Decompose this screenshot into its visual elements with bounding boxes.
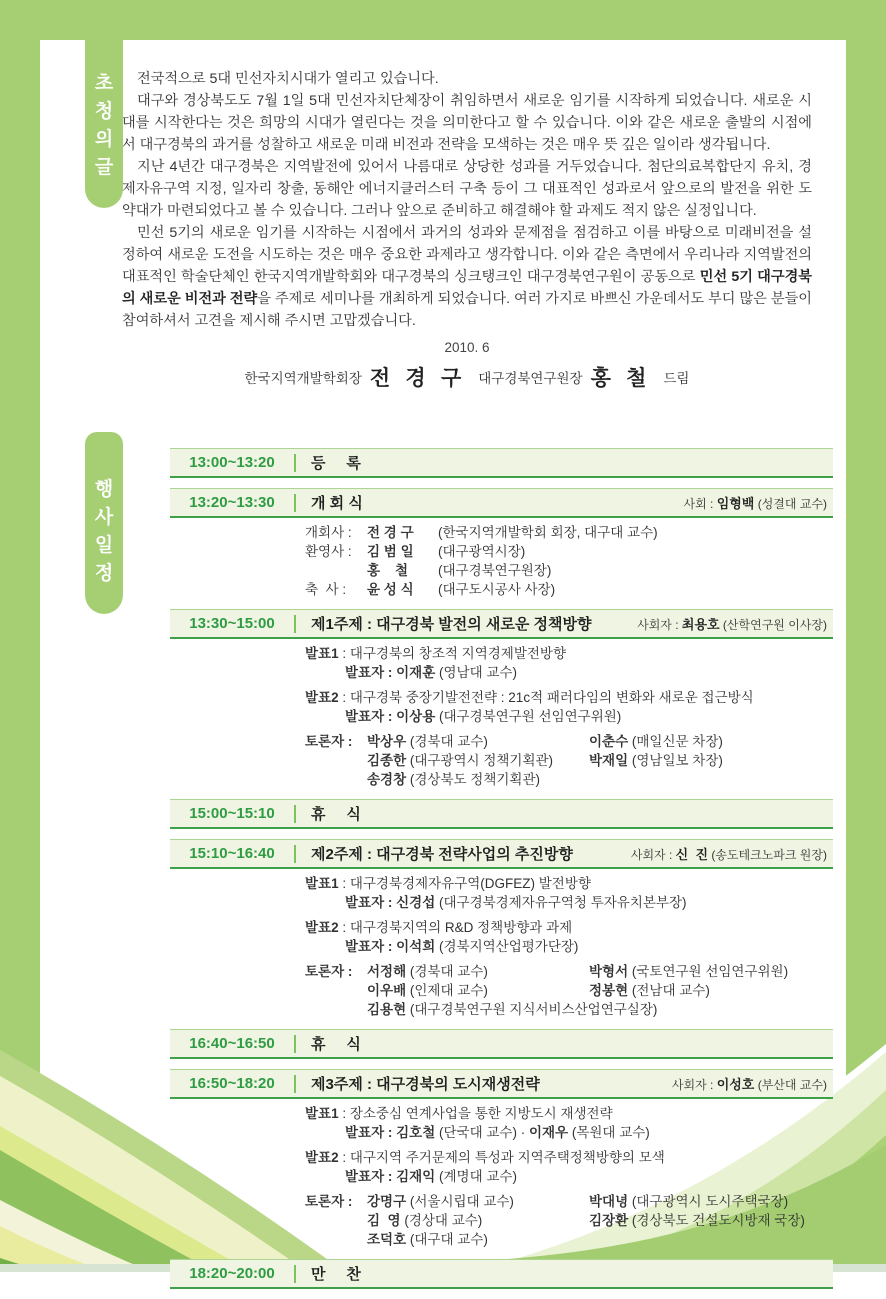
- discussant-affiliation: (경상북도 건설도시방재 국장): [628, 1213, 805, 1228]
- talk-label: 발표1: [305, 646, 339, 661]
- letter-segment: 지난 4년간 대구경북은 지역발전에 있어서 나름대로 상당한 성과를 거두었습니다. 첨단의료복합단지 유치, 경제자유구역 지정, 일자리 창출, 동해안 에너지클러스터 구축 등이 그 대표적인 성과로서 앞으로의 발전을 위한 도약대가 마련되었다고 볼 수 있습니다. 그러나 앞으로 준비하고 해결해야 할 과제도 적지 않은 실정입니다.: [122, 159, 812, 219]
- letter-segment: 전국적으로 5대 민선자치시대가 열리고 있습니다.: [137, 71, 439, 87]
- presenter-name: 발표자 : 신경섭: [345, 895, 436, 910]
- talk-topic: : 대구경북 중장기발전전략 : 21c적 패러다임의 변화와 새로운 접근방식: [338, 690, 754, 705]
- talk-topic-line: [305, 644, 833, 663]
- presenter-affiliation: (계명대 교수): [435, 1169, 517, 1184]
- discussant-affiliation: (인제대 교수): [406, 983, 488, 998]
- official-name: 윤 성 식: [367, 582, 414, 597]
- tab-char: 의: [94, 129, 114, 150]
- official-affiliation: (한국지역개발학회 회장, 대구대 교수): [438, 525, 658, 540]
- discussant: [367, 751, 589, 770]
- session-chair: [637, 614, 833, 633]
- session-title: 등 록: [311, 455, 361, 472]
- discussant-affiliation: (대구대 교수): [406, 1232, 488, 1247]
- discussant-name: 이우배: [367, 983, 407, 998]
- official-line: [305, 580, 833, 599]
- discussant-name: 송경창: [367, 772, 407, 787]
- session-title: 제1주제 : 대구경북 발전의 새로운 정책방향: [311, 616, 592, 633]
- talk-presenter-line: [345, 937, 833, 956]
- official-name: 홍 철: [367, 563, 409, 578]
- letter-paragraph: [122, 156, 812, 222]
- signature-org-1: 한국지역개발학회장: [244, 371, 362, 386]
- discussant-name: 정봉현: [589, 983, 629, 998]
- presenter-name: 발표자 : 이상용: [345, 709, 436, 724]
- talk-topic-line: [305, 688, 833, 707]
- signature-name-2: 홍 철: [590, 366, 652, 390]
- discussant: [367, 1230, 488, 1249]
- presenter-affiliation: (대구경북연구원 선임연구위원): [435, 709, 622, 724]
- discussant-name: 이춘수: [589, 734, 629, 749]
- chair-name: 신 진: [675, 847, 708, 862]
- discussant-affiliation: (경북대 교수): [406, 734, 488, 749]
- talk-item: [305, 644, 833, 682]
- talk-presenter-line: [345, 1123, 833, 1142]
- letter-segment: 민선 5기의 새로운 임기를 시작하는 시점에서 과거의 성과와 문제점을 점검하고 이를 바탕으로 미래비전을 설정하여 새로운 도전을 시도하는 것은 매우 중요한 과제라고 생각합니다. 이와 같은 측면에서 우리나라 지역발전의 대표적인 학술단체인 한국지역개발학회와 대구경북의 싱크탱크인 대구경북연구원이 공동으로: [122, 225, 812, 285]
- session-details: [305, 1104, 833, 1249]
- time-divider: [294, 1075, 296, 1093]
- invitation-letter: [122, 68, 812, 332]
- letter-segment: 을 주제로 세미나를 개최하게 되었습니다. 여러 가지로 바쁘신 가운데서도 부디 많은 분들이 참여하셔서 고견을 제시해 주시면 고맙겠습니다.: [122, 291, 812, 329]
- tab-char: 사: [94, 507, 114, 528]
- discussant-line: [305, 770, 833, 789]
- talk-presenter-line: [345, 893, 833, 912]
- session-title: 개 회 식: [311, 495, 363, 512]
- talk-item: [305, 688, 833, 726]
- chair-affiliation: (송도테크노파크 원장): [708, 848, 827, 862]
- talk-topic-line: [305, 1104, 833, 1123]
- session-chair: [684, 493, 834, 512]
- schedule-row-header: [170, 839, 833, 869]
- signature-line: [122, 362, 812, 392]
- schedule-row-header: [170, 1069, 833, 1099]
- talk-label: 발표2: [305, 1150, 339, 1165]
- tab-char: 글: [94, 157, 114, 178]
- discussant-affiliation: (경상북도 정책기획관): [406, 772, 540, 787]
- official-name: 김 범 일: [367, 544, 414, 559]
- session-title: 제3주제 : 대구경북의 도시재생전략: [311, 1076, 540, 1093]
- presenter-affiliation: (경북지역산업평가단장): [435, 939, 579, 954]
- discussant-line: [305, 962, 833, 981]
- letter-segment: 대구와 경상북도도 7월 1일 5대 민선자치단체장이 취임하면서 새로운 임기를 시작하게 되었습니다. 새로운 시대를 시작한다는 것은 희망의 시대가 열린다는 것을 의미한다고 할 수 있습니다. 이와 같은 새로운 출발의 시점에서 대구경북의 과거를 성찰하고 새로운 미래 비전과 전략을 모색하는 것은 매우 뜻 깊은 일이라 생각됩니다.: [122, 93, 812, 153]
- presenter-name: 이재우: [528, 1125, 569, 1140]
- schedule-time: 18:20~20:00: [189, 1265, 275, 1282]
- talk-topic: : 대구경북의 창조적 지역경제발전방향: [338, 646, 567, 661]
- discussant-affiliation: (대구광역시 정책기획관): [406, 753, 554, 768]
- time-divider: [294, 454, 296, 472]
- discussant-role: [305, 1000, 367, 1019]
- discussant-name: 서정해: [367, 964, 407, 979]
- talk-item: [305, 918, 833, 956]
- discussant: [367, 770, 540, 789]
- discussant-affiliation: (경상대 교수): [400, 1213, 483, 1228]
- talk-label: 발표1: [305, 1106, 339, 1121]
- presenter-name: 발표자 : 김재익: [345, 1169, 436, 1184]
- discussant: [589, 1192, 788, 1211]
- talk-label: 발표1: [305, 876, 339, 891]
- talk-presenter-line: [345, 663, 833, 682]
- discussant: [589, 981, 710, 1000]
- schedule-time: 16:50~18:20: [189, 1075, 275, 1092]
- signature-suffix: 드림: [663, 371, 690, 386]
- tab-char: 초: [94, 73, 114, 94]
- signature-org-2: 대구경북연구원장: [478, 371, 583, 386]
- discussant-name: 박재일: [589, 753, 629, 768]
- schedule-row-block: [170, 839, 833, 1019]
- chair-label: 사회 :: [683, 497, 717, 511]
- schedule-row-block: [170, 1069, 833, 1249]
- talk-topic-line: [305, 918, 833, 937]
- presenter-separator: ·: [516, 1125, 529, 1140]
- discussant-role: [305, 751, 367, 770]
- schedule-row-block: [170, 1259, 833, 1289]
- chair-name: 임형백: [716, 496, 755, 511]
- discussant-name: 박대녕: [589, 1194, 629, 1209]
- discussant-affiliation: (매일신문 차장): [628, 734, 723, 749]
- discussant: [367, 732, 589, 751]
- discussant-line: [305, 981, 833, 1000]
- session-chair: [631, 844, 833, 863]
- session-details: [305, 644, 833, 789]
- schedule-row-header: [170, 448, 833, 478]
- discussant-role: [305, 770, 367, 789]
- presenter-name: 발표자 : 이재훈: [345, 665, 436, 680]
- time-divider: [294, 805, 296, 823]
- official-name: 전 경 구: [367, 525, 414, 540]
- discussant: [589, 751, 723, 770]
- schedule-row-header: [170, 799, 833, 829]
- discussant-affiliation: (대구광역시 도시주택국장): [628, 1194, 789, 1209]
- schedule-row-block: [170, 488, 833, 599]
- discussant: [367, 981, 589, 1000]
- presenter-affiliation: (영남대 교수): [435, 665, 517, 680]
- discussant-affiliation: (영남일보 차장): [628, 753, 723, 768]
- official-affiliation: (대구광역시장): [438, 544, 526, 559]
- letter-paragraph: [122, 68, 812, 90]
- talk-presenter-line: [345, 1167, 833, 1186]
- schedule-row-block: [170, 799, 833, 829]
- schedule-time: 13:30~15:00: [189, 615, 275, 632]
- chair-name: 이성호: [716, 1077, 755, 1092]
- tab-char: 행: [94, 479, 114, 500]
- session-title: 휴 식: [311, 1036, 361, 1053]
- talk-topic-line: [305, 1148, 833, 1167]
- discussant-line: [305, 1000, 833, 1019]
- presenter-affiliation: (목원대 교수): [568, 1125, 650, 1140]
- schedule-row-block: [170, 448, 833, 478]
- official-affiliation: (대구경북연구원장): [438, 563, 552, 578]
- session-title: 제2주제 : 대구경북 전략사업의 추진방향: [311, 846, 573, 863]
- letter-segment: 민선 5기 대구경북의 새로운 비전과 전략: [122, 269, 812, 307]
- discussant-name: 박형서: [589, 964, 629, 979]
- presenter-name: 발표자 : 이석희: [345, 939, 436, 954]
- time-divider: [294, 845, 296, 863]
- official-role: 개회사 :: [305, 525, 356, 540]
- official-role: 환영사 :: [305, 544, 356, 559]
- discussant-role: [305, 1211, 367, 1230]
- discussant-line: [305, 1230, 833, 1249]
- talk-item: [305, 1148, 833, 1186]
- discussant-name: 박상우: [367, 734, 407, 749]
- discussant-affiliation: (경북대 교수): [406, 964, 488, 979]
- discussant-name: 김 영: [367, 1213, 401, 1228]
- talk-topic: : 대구지역 주거문제의 특성과 지역주택정책방향의 모색: [338, 1150, 665, 1165]
- sidebar-tab-invitation: [85, 0, 123, 208]
- time-divider: [294, 1265, 296, 1283]
- talk-topic: : 장소중심 연계사업을 통한 지방도시 재생전략: [338, 1106, 613, 1121]
- talk-label: 발표2: [305, 920, 339, 935]
- discussant-role: 토론자 :: [305, 734, 357, 749]
- letter-paragraph: [122, 90, 812, 156]
- discussant-name: 김용현: [367, 1002, 407, 1017]
- discussant-affiliation: (국토연구원 선임연구위원): [628, 964, 789, 979]
- presenter-affiliation: (대구경북경제자유구역청 투자유치본부장): [435, 895, 687, 910]
- chair-affiliation: (성결대 교수): [754, 497, 827, 511]
- discussant-role: 토론자 :: [305, 964, 357, 979]
- schedule-time: 15:10~16:40: [189, 845, 275, 862]
- official-line: [305, 542, 833, 561]
- chair-label: 사회자 :: [637, 618, 682, 632]
- tab-char: 청: [94, 101, 114, 122]
- discussant-affiliation: (대구경북연구원 지식서비스산업연구실장): [406, 1002, 658, 1017]
- discussant-line: [305, 1211, 833, 1230]
- schedule-row-block: [170, 1029, 833, 1059]
- schedule-table: [170, 448, 833, 1299]
- schedule-time: 16:40~16:50: [189, 1035, 275, 1052]
- schedule-time: 15:00~15:10: [189, 805, 275, 822]
- chair-label: 사회자 :: [671, 1078, 717, 1092]
- official-role: [305, 561, 367, 580]
- chair-name: 최용호: [681, 617, 720, 632]
- talk-topic-line: [305, 874, 833, 893]
- letter-date: 2010. 6: [444, 340, 490, 355]
- tab-char: 정: [94, 563, 114, 584]
- session-title: 만 찬: [311, 1266, 361, 1283]
- official-line: [305, 561, 833, 580]
- discussant: [589, 732, 723, 751]
- schedule-time: 13:00~13:20: [189, 454, 275, 471]
- chair-label: 사회자 :: [630, 848, 676, 862]
- schedule-row-block: [170, 609, 833, 789]
- session-title: 휴 식: [311, 806, 361, 823]
- discussant-line: [305, 1192, 833, 1211]
- schedule-row-header: [170, 488, 833, 518]
- presenter-name: 발표자 : 김호철: [345, 1125, 436, 1140]
- talk-item: [305, 874, 833, 912]
- time-divider: [294, 494, 296, 512]
- discussant-name: 김종한: [367, 753, 407, 768]
- official-line: [305, 523, 833, 542]
- schedule-row-header: [170, 609, 833, 639]
- discussant-role: [305, 981, 367, 1000]
- discussant: [367, 962, 589, 981]
- talk-presenter-line: [345, 707, 833, 726]
- discussant: [589, 962, 788, 981]
- time-divider: [294, 615, 296, 633]
- discussant-role: 토론자 :: [305, 1194, 357, 1209]
- discussant: [367, 1211, 589, 1230]
- discussant-name: 조덕호: [367, 1232, 407, 1247]
- chair-affiliation: (산학연구원 이사장): [719, 618, 827, 632]
- frame-top-band: [0, 0, 886, 40]
- discussant-name: 강명구: [367, 1194, 407, 1209]
- discussant: [367, 1192, 589, 1211]
- tab-char: 일: [94, 535, 114, 556]
- talk-label: 발표2: [305, 690, 339, 705]
- discussant: [589, 1211, 805, 1230]
- opening-ceremony-details: [305, 523, 833, 599]
- letter-paragraph: [122, 222, 812, 332]
- discussant-affiliation: (서울시립대 교수): [406, 1194, 514, 1209]
- schedule-row-header: [170, 1259, 833, 1289]
- session-details: [305, 874, 833, 1019]
- discussant-line: [305, 751, 833, 770]
- talk-item: [305, 1104, 833, 1142]
- chair-affiliation: (부산대 교수): [754, 1078, 827, 1092]
- sidebar-tab-schedule: [85, 432, 123, 614]
- talk-topic: : 대구경북경제자유구역(DGFEZ) 발전방향: [338, 876, 591, 891]
- discussant-affiliation: (전남대 교수): [628, 983, 710, 998]
- schedule-row-header: [170, 1029, 833, 1059]
- discussant-name: 김장환: [589, 1213, 629, 1228]
- official-role: 축 사 :: [305, 582, 350, 597]
- talk-topic: : 대구경북지역의 R&D 정책방향과 과제: [338, 920, 573, 935]
- presenter-affiliation: (단국대 교수): [435, 1125, 517, 1140]
- official-affiliation: (대구도시공사 사장): [438, 582, 556, 597]
- signature-name-1: 전 경 구: [369, 366, 467, 390]
- discussant-role: [305, 1230, 367, 1249]
- schedule-time: 13:20~13:30: [189, 494, 275, 511]
- discussant: [367, 1000, 657, 1019]
- session-chair: [672, 1074, 833, 1093]
- time-divider: [294, 1035, 296, 1053]
- discussant-line: [305, 732, 833, 751]
